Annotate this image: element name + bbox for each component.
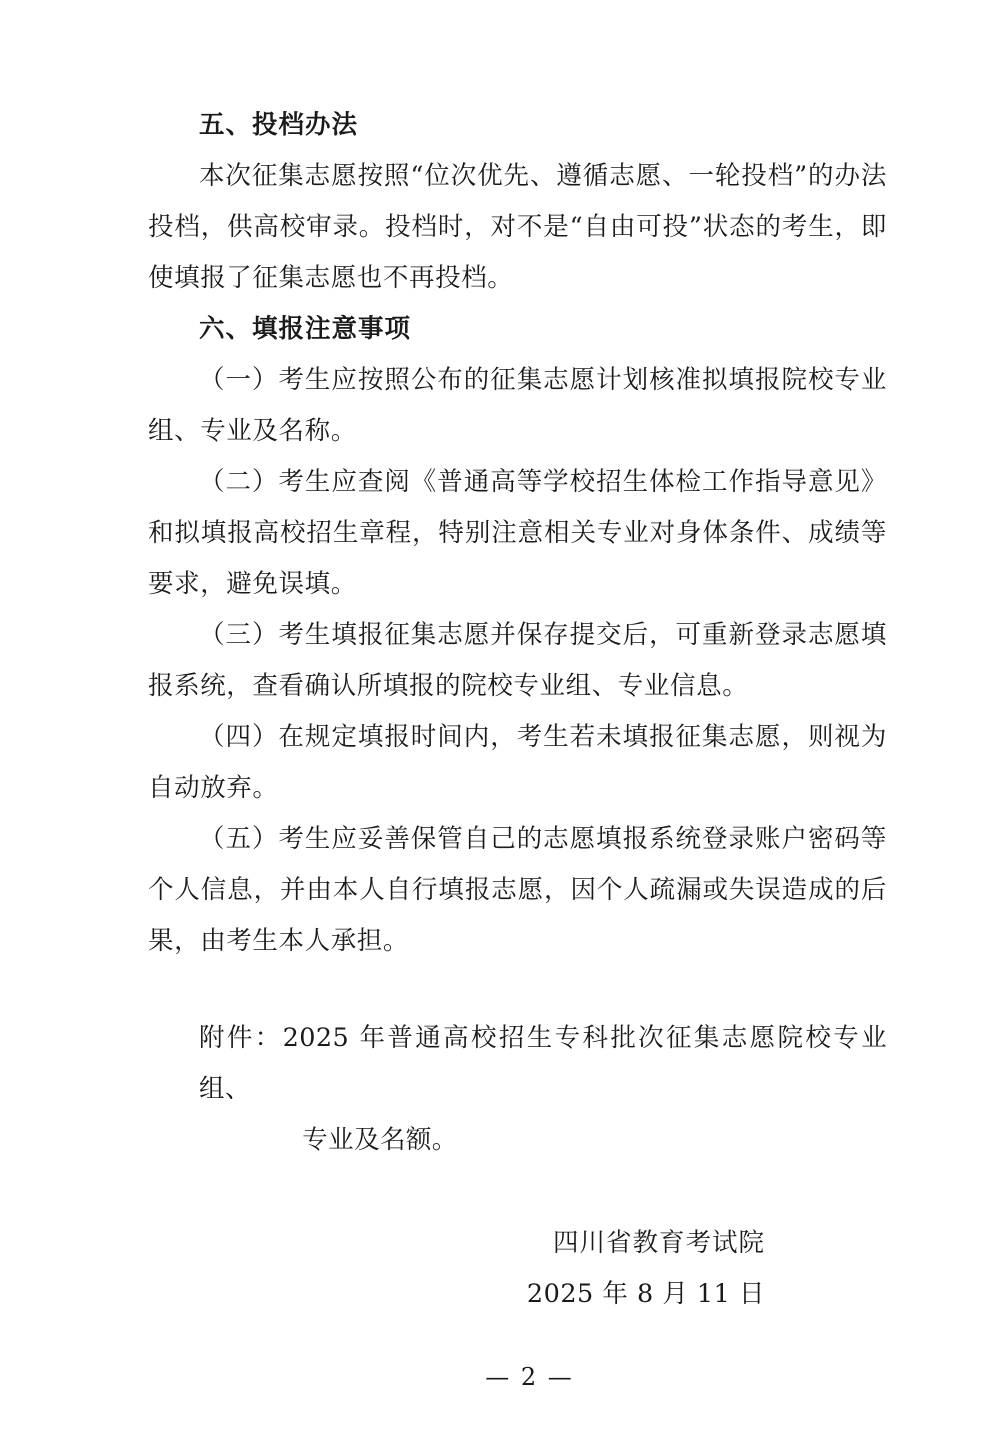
paragraph-six-2: （二）考生应查阅《普通高等学校招生体检工作指导意见》和拟填报高校招生章程，特别注意相关专业对身体条件、成绩等要求，避免误填。 (148, 467, 887, 599)
section-heading-six: 六、填报注意事项 (199, 314, 412, 344)
paragraph-six-4: （四）在规定填报时间内，考生若未填报征集志愿，则视为自动放弃。 (148, 722, 887, 803)
attachment-line-2: 专业及名额。 (302, 1125, 458, 1155)
section-heading-five: 五、投档办法 (199, 110, 359, 140)
signature-organization: 四川省教育考试院 (552, 1228, 765, 1258)
page-number: — 2 — (485, 1363, 574, 1391)
attachment-block (148, 1013, 887, 1166)
paragraph-six-1: （一）考生应按照公布的征集志愿计划核准拟填报院校专业组、专业及名称。 (148, 365, 887, 446)
signature-block (148, 1218, 887, 1320)
paragraph-six-5: （五）考生应妥善保管自己的志愿填报系统登录账户密码等个人信息，并由本人自行填报志愿，因个人疏漏或失误造成的后果，由考生本人承担。 (148, 824, 887, 956)
attachment-line-1: 附件：2025 年普通高校招生专科批次征集志愿院校专业组、 (199, 1023, 887, 1104)
signature-date: 2025 年 8 月 11 日 (526, 1279, 765, 1309)
paragraph-six-3: （三）考生填报征集志愿并保存提交后，可重新登录志愿填报系统，查看确认所填报的院校专业组、专业信息。 (148, 620, 887, 701)
paragraph-five-1: 本次征集志愿按照“位次优先、遵循志愿、一轮投档”的办法投档，供高校审录。投档时，对不是“自由可投”状态的考生，即使填报了征集志愿也不再投档。 (148, 161, 887, 293)
document-body (148, 100, 887, 1320)
